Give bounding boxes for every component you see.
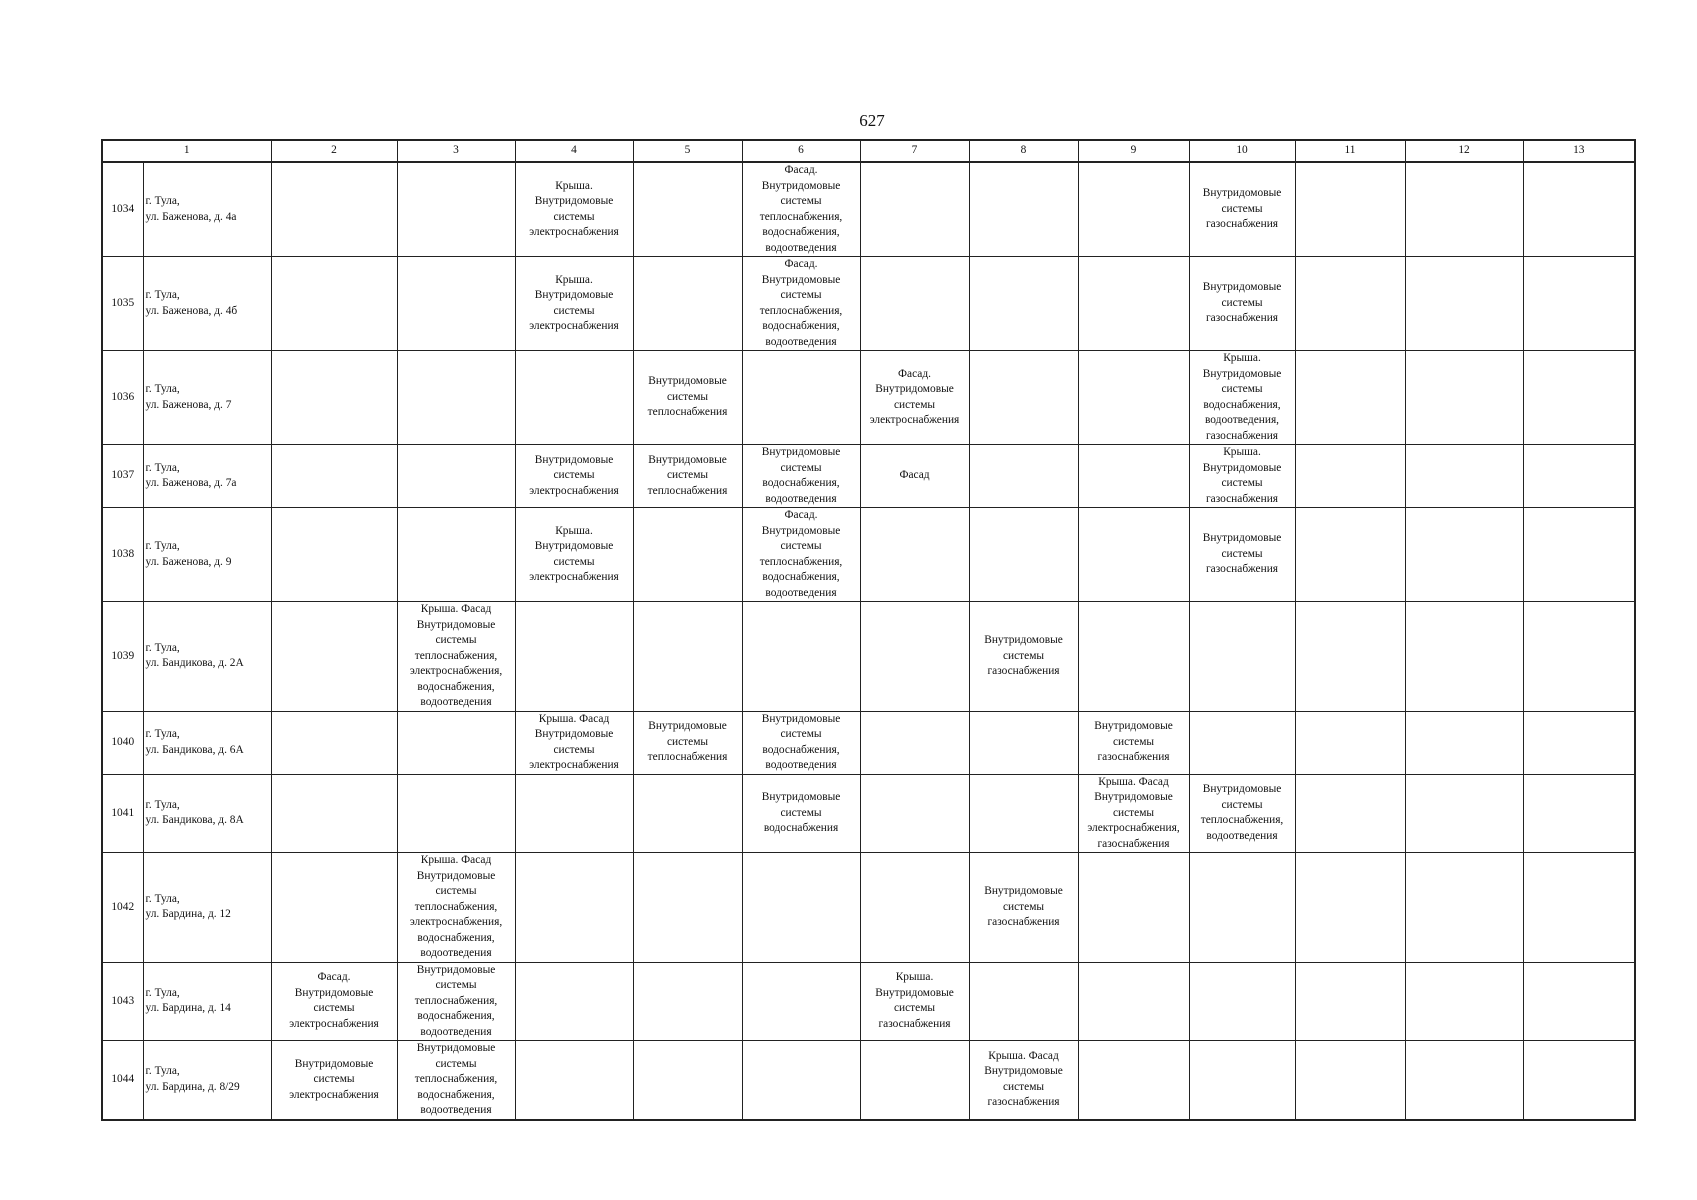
work-cell-col-8 bbox=[969, 445, 1078, 508]
work-cell-col-7 bbox=[860, 1041, 969, 1120]
work-cell-col-11 bbox=[1295, 962, 1405, 1041]
work-cell-col-4 bbox=[515, 853, 633, 963]
row-number: 1039 bbox=[102, 602, 143, 712]
work-cell-col-2: Внутридомовые системы электроснабжения bbox=[271, 1041, 397, 1120]
work-cell-col-9 bbox=[1078, 445, 1189, 508]
work-cell-col-4 bbox=[515, 1041, 633, 1120]
work-cell-col-8: Внутридомовые системы газоснабжения bbox=[969, 853, 1078, 963]
table-row bbox=[102, 602, 1635, 712]
work-cell-col-11 bbox=[1295, 774, 1405, 853]
column-header-7: 7 bbox=[860, 140, 969, 162]
work-cell-col-13 bbox=[1523, 774, 1635, 853]
row-number: 1035 bbox=[102, 257, 143, 351]
work-cell-col-13 bbox=[1523, 162, 1635, 257]
row-number: 1038 bbox=[102, 508, 143, 602]
column-header-9: 9 bbox=[1078, 140, 1189, 162]
work-cell-col-4: Крыша. Внутридомовые системы электроснабжения bbox=[515, 162, 633, 257]
column-header-12: 12 bbox=[1405, 140, 1523, 162]
work-cell-col-9: Крыша. Фасад Внутридомовые системы электроснабжения, газоснабжения bbox=[1078, 774, 1189, 853]
address-cell: г. Тула, ул. Бардина, д. 12 bbox=[143, 853, 271, 963]
row-number: 1037 bbox=[102, 445, 143, 508]
work-cell-col-2 bbox=[271, 445, 397, 508]
work-cell-col-5 bbox=[633, 508, 742, 602]
work-cell-col-3 bbox=[397, 351, 515, 445]
work-cell-col-8 bbox=[969, 351, 1078, 445]
work-cell-col-8 bbox=[969, 962, 1078, 1041]
work-cell-col-8 bbox=[969, 508, 1078, 602]
work-cell-col-13 bbox=[1523, 711, 1635, 774]
address-cell: г. Тула, ул. Бандикова, д. 8А bbox=[143, 774, 271, 853]
work-cell-col-9 bbox=[1078, 962, 1189, 1041]
work-cell-col-3 bbox=[397, 711, 515, 774]
work-cell-col-4 bbox=[515, 602, 633, 712]
table-row bbox=[102, 445, 1635, 508]
work-cell-col-3: Внутридомовые системы теплоснабжения, водоснабжения, водоотведения bbox=[397, 962, 515, 1041]
work-cell-col-13 bbox=[1523, 351, 1635, 445]
work-cell-col-11 bbox=[1295, 257, 1405, 351]
work-cell-col-11 bbox=[1295, 1041, 1405, 1120]
work-cell-col-12 bbox=[1405, 445, 1523, 508]
work-cell-col-13 bbox=[1523, 257, 1635, 351]
work-cell-col-13 bbox=[1523, 1041, 1635, 1120]
work-cell-col-6: Внутридомовые системы водоснабжения, водоотведения bbox=[742, 445, 860, 508]
work-cell-col-8 bbox=[969, 774, 1078, 853]
work-cell-col-10 bbox=[1189, 602, 1295, 712]
work-cell-col-12 bbox=[1405, 351, 1523, 445]
work-cell-col-2 bbox=[271, 602, 397, 712]
work-cell-col-13 bbox=[1523, 602, 1635, 712]
address-cell: г. Тула, ул. Баженова, д. 9 bbox=[143, 508, 271, 602]
work-cell-col-13 bbox=[1523, 445, 1635, 508]
address-cell: г. Тула, ул. Баженова, д. 4б bbox=[143, 257, 271, 351]
work-cell-col-4: Крыша. Внутридомовые системы электроснабжения bbox=[515, 508, 633, 602]
work-cell-col-3 bbox=[397, 257, 515, 351]
work-cell-col-13 bbox=[1523, 508, 1635, 602]
column-header-11: 11 bbox=[1295, 140, 1405, 162]
work-cell-col-9 bbox=[1078, 602, 1189, 712]
work-cell-col-2 bbox=[271, 774, 397, 853]
address-cell: г. Тула, ул. Бандикова, д. 6А bbox=[143, 711, 271, 774]
work-cell-col-11 bbox=[1295, 162, 1405, 257]
work-cell-col-12 bbox=[1405, 508, 1523, 602]
work-cell-col-8 bbox=[969, 257, 1078, 351]
work-cell-col-5 bbox=[633, 962, 742, 1041]
work-cell-col-3 bbox=[397, 162, 515, 257]
header-row bbox=[102, 140, 1635, 162]
work-cell-col-11 bbox=[1295, 508, 1405, 602]
work-cell-col-10: Внутридомовые системы газоснабжения bbox=[1189, 257, 1295, 351]
work-cell-col-6: Фасад. Внутридомовые системы теплоснабжения, водоснабжения, водоотведения bbox=[742, 508, 860, 602]
work-cell-col-10 bbox=[1189, 853, 1295, 963]
work-cell-col-10: Крыша. Внутридомовые системы газоснабжения bbox=[1189, 445, 1295, 508]
work-cell-col-7: Фасад bbox=[860, 445, 969, 508]
work-cell-col-12 bbox=[1405, 257, 1523, 351]
work-cell-col-9 bbox=[1078, 1041, 1189, 1120]
work-cell-col-10: Крыша. Внутридомовые системы водоснабжения, водоотведения, газоснабжения bbox=[1189, 351, 1295, 445]
column-header-5: 5 bbox=[633, 140, 742, 162]
work-cell-col-12 bbox=[1405, 162, 1523, 257]
work-cell-col-9 bbox=[1078, 508, 1189, 602]
work-cell-col-3: Крыша. Фасад Внутридомовые системы теплоснабжения, электроснабжения, водоснабжения, водоотведения bbox=[397, 853, 515, 963]
work-cell-col-5 bbox=[633, 602, 742, 712]
work-cell-col-13 bbox=[1523, 962, 1635, 1041]
work-cell-col-7 bbox=[860, 853, 969, 963]
work-cell-col-4: Внутридомовые системы электроснабжения bbox=[515, 445, 633, 508]
address-cell: г. Тула, ул. Баженова, д. 7 bbox=[143, 351, 271, 445]
work-cell-col-6 bbox=[742, 602, 860, 712]
work-cell-col-7 bbox=[860, 711, 969, 774]
work-cell-col-4 bbox=[515, 774, 633, 853]
work-cell-col-2 bbox=[271, 853, 397, 963]
work-cell-col-2 bbox=[271, 711, 397, 774]
work-cell-col-10 bbox=[1189, 1041, 1295, 1120]
work-cell-col-6: Фасад. Внутридомовые системы теплоснабжения, водоснабжения, водоотведения bbox=[742, 257, 860, 351]
work-cell-col-11 bbox=[1295, 445, 1405, 508]
column-header-6: 6 bbox=[742, 140, 860, 162]
page-number: 627 bbox=[859, 111, 885, 130]
address-cell: г. Тула, ул. Бандикова, д. 2А bbox=[143, 602, 271, 712]
work-cell-col-10: Внутридомовые системы теплоснабжения, водоотведения bbox=[1189, 774, 1295, 853]
work-cell-col-7 bbox=[860, 602, 969, 712]
row-number: 1044 bbox=[102, 1041, 143, 1120]
work-cell-col-10 bbox=[1189, 711, 1295, 774]
work-cell-col-7 bbox=[860, 508, 969, 602]
table-row bbox=[102, 1041, 1635, 1120]
work-cell-col-6: Фасад. Внутридомовые системы теплоснабжения, водоснабжения, водоотведения bbox=[742, 162, 860, 257]
work-cell-col-4 bbox=[515, 351, 633, 445]
work-cell-col-6 bbox=[742, 853, 860, 963]
work-cell-col-6 bbox=[742, 962, 860, 1041]
work-cell-col-11 bbox=[1295, 351, 1405, 445]
work-cell-col-8 bbox=[969, 711, 1078, 774]
column-header-13: 13 bbox=[1523, 140, 1635, 162]
work-cell-col-9 bbox=[1078, 351, 1189, 445]
work-cell-col-12 bbox=[1405, 1041, 1523, 1120]
column-header-8: 8 bbox=[969, 140, 1078, 162]
address-cell: г. Тула, ул. Баженова, д. 4а bbox=[143, 162, 271, 257]
table-row bbox=[102, 711, 1635, 774]
work-cell-col-10: Внутридомовые системы газоснабжения bbox=[1189, 508, 1295, 602]
work-cell-col-6 bbox=[742, 351, 860, 445]
work-cell-col-4 bbox=[515, 962, 633, 1041]
work-cell-col-5 bbox=[633, 853, 742, 963]
column-header-1: 1 bbox=[102, 140, 271, 162]
work-cell-col-5: Внутридомовые системы теплоснабжения bbox=[633, 445, 742, 508]
work-cell-col-5: Внутридомовые системы теплоснабжения bbox=[633, 711, 742, 774]
work-cell-col-11 bbox=[1295, 711, 1405, 774]
work-cell-col-6 bbox=[742, 1041, 860, 1120]
work-cell-col-12 bbox=[1405, 774, 1523, 853]
table-row bbox=[102, 774, 1635, 853]
work-cell-col-9 bbox=[1078, 162, 1189, 257]
work-cell-col-7 bbox=[860, 162, 969, 257]
address-cell: г. Тула, ул. Баженова, д. 7а bbox=[143, 445, 271, 508]
column-header-10: 10 bbox=[1189, 140, 1295, 162]
work-cell-col-11 bbox=[1295, 853, 1405, 963]
work-cell-col-6: Внутридомовые системы водоснабжения bbox=[742, 774, 860, 853]
address-cell: г. Тула, ул. Бардина, д. 8/29 bbox=[143, 1041, 271, 1120]
work-cell-col-3: Крыша. Фасад Внутридомовые системы теплоснабжения, электроснабжения, водоснабжения, водоотведения bbox=[397, 602, 515, 712]
work-cell-col-12 bbox=[1405, 853, 1523, 963]
work-cell-col-3 bbox=[397, 508, 515, 602]
work-cell-col-3 bbox=[397, 445, 515, 508]
table-row bbox=[102, 162, 1635, 257]
table-row bbox=[102, 508, 1635, 602]
table-row bbox=[102, 257, 1635, 351]
work-cell-col-4: Крыша. Фасад Внутридомовые системы электроснабжения bbox=[515, 711, 633, 774]
work-cell-col-7 bbox=[860, 774, 969, 853]
table-row bbox=[102, 962, 1635, 1041]
column-header-4: 4 bbox=[515, 140, 633, 162]
work-cell-col-13 bbox=[1523, 853, 1635, 963]
work-cell-col-12 bbox=[1405, 962, 1523, 1041]
work-cell-col-5: Внутридомовые системы теплоснабжения bbox=[633, 351, 742, 445]
work-cell-col-2 bbox=[271, 508, 397, 602]
work-cell-col-8 bbox=[969, 162, 1078, 257]
work-cell-col-2 bbox=[271, 257, 397, 351]
work-cell-col-9: Внутридомовые системы газоснабжения bbox=[1078, 711, 1189, 774]
row-number: 1040 bbox=[102, 711, 143, 774]
work-cell-col-7 bbox=[860, 257, 969, 351]
work-cell-col-7: Фасад. Внутридомовые системы электроснабжения bbox=[860, 351, 969, 445]
work-cell-col-2 bbox=[271, 162, 397, 257]
work-cell-col-2: Фасад. Внутридомовые системы электроснабжения bbox=[271, 962, 397, 1041]
work-cell-col-12 bbox=[1405, 602, 1523, 712]
table-row bbox=[102, 853, 1635, 963]
work-cell-col-3: Внутридомовые системы теплоснабжения, водоснабжения, водоотведения bbox=[397, 1041, 515, 1120]
work-cell-col-9 bbox=[1078, 257, 1189, 351]
work-cell-col-6: Внутридомовые системы водоснабжения, водоотведения bbox=[742, 711, 860, 774]
work-cell-col-2 bbox=[271, 351, 397, 445]
row-number: 1041 bbox=[102, 774, 143, 853]
work-cell-col-5 bbox=[633, 257, 742, 351]
work-cell-col-5 bbox=[633, 774, 742, 853]
column-header-3: 3 bbox=[397, 140, 515, 162]
work-cell-col-8: Внутридомовые системы газоснабжения bbox=[969, 602, 1078, 712]
work-cell-col-7: Крыша. Внутридомовые системы газоснабжения bbox=[860, 962, 969, 1041]
work-cell-col-9 bbox=[1078, 853, 1189, 963]
work-cell-col-5 bbox=[633, 1041, 742, 1120]
work-cell-col-12 bbox=[1405, 711, 1523, 774]
work-cell-col-10 bbox=[1189, 962, 1295, 1041]
column-header-2: 2 bbox=[271, 140, 397, 162]
work-cell-col-5 bbox=[633, 162, 742, 257]
work-cell-col-8: Крыша. Фасад Внутридомовые системы газоснабжения bbox=[969, 1041, 1078, 1120]
work-cell-col-11 bbox=[1295, 602, 1405, 712]
work-cell-col-10: Внутридомовые системы газоснабжения bbox=[1189, 162, 1295, 257]
work-cell-col-3 bbox=[397, 774, 515, 853]
row-number: 1043 bbox=[102, 962, 143, 1041]
row-number: 1034 bbox=[102, 162, 143, 257]
work-cell-col-4: Крыша. Внутридомовые системы электроснабжения bbox=[515, 257, 633, 351]
repair-schedule-table bbox=[101, 139, 1636, 1121]
address-cell: г. Тула, ул. Бардина, д. 14 bbox=[143, 962, 271, 1041]
row-number: 1042 bbox=[102, 853, 143, 963]
table-row bbox=[102, 351, 1635, 445]
row-number: 1036 bbox=[102, 351, 143, 445]
